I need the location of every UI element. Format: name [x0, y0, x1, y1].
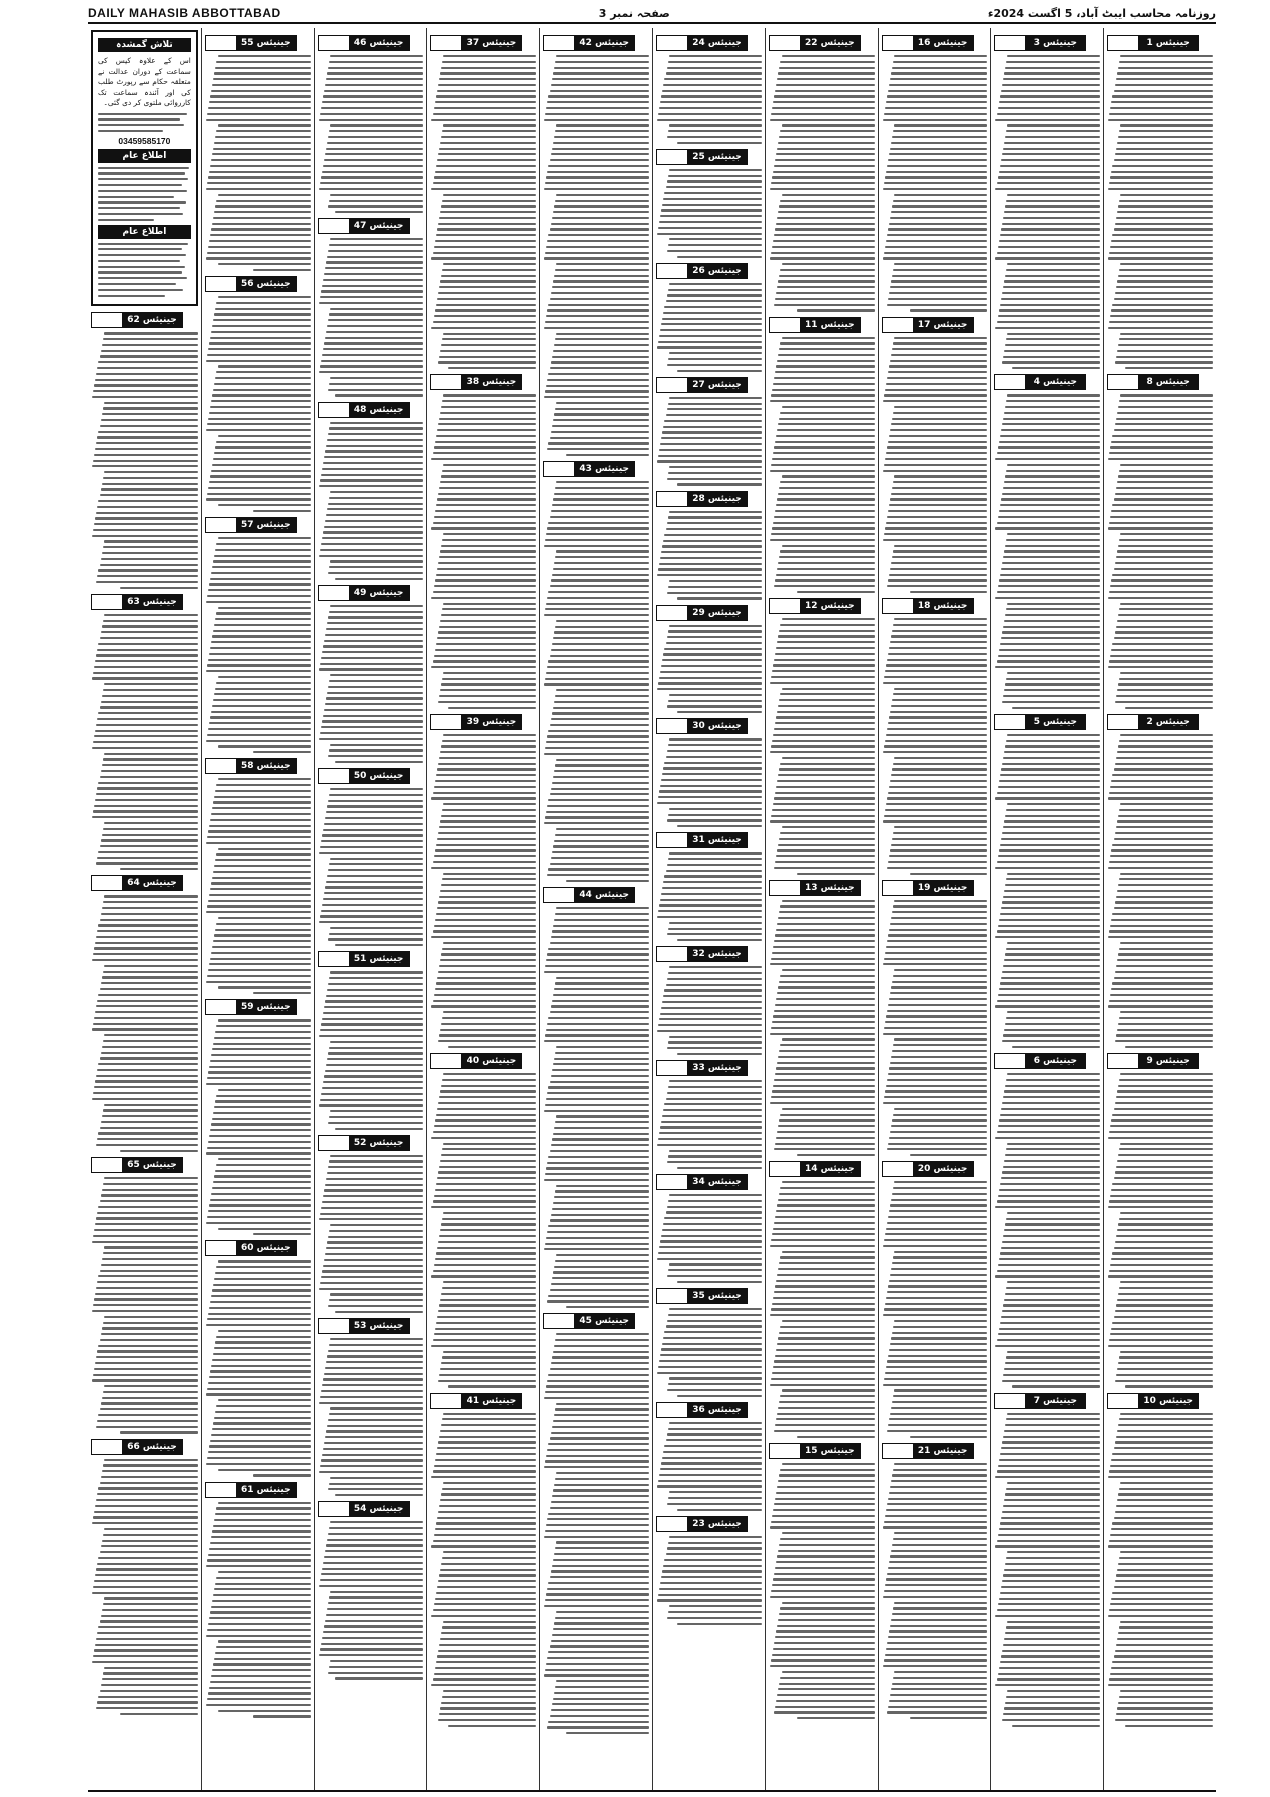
text-lines: [1107, 394, 1213, 708]
notice-label-tail: [995, 36, 1025, 50]
notice-label-tail: [1108, 36, 1138, 50]
announcement-title: اطلاع عام: [98, 149, 191, 163]
notice-label: [994, 714, 1086, 730]
notice-number: جینیئس 24: [687, 36, 747, 50]
column-6: [539, 28, 652, 1790]
notice-number: جینیئس 29: [687, 606, 747, 620]
newspaper-page: [88, 0, 1216, 1797]
notice-label-tail: [883, 1444, 913, 1458]
text-lines: [205, 1019, 311, 1235]
text-lines: [430, 55, 536, 369]
notice-label: [656, 149, 748, 165]
notice-label-tail: [1108, 1054, 1138, 1068]
notice-label-tail: [995, 1054, 1025, 1068]
notice-label: [769, 1443, 861, 1459]
column-3: [878, 28, 991, 1790]
notice-number: جینیئس 9: [1138, 1054, 1198, 1068]
notice-label-tail: [657, 833, 687, 847]
notice-number: جینیئس 50: [349, 769, 409, 783]
notice-label-tail: [657, 378, 687, 392]
notice-label-tail: [319, 952, 349, 966]
columns-grid: [88, 28, 1216, 1790]
text-lines: [882, 1181, 988, 1438]
notice-label: [1107, 1053, 1199, 1069]
notice-number: جینیئس 66: [122, 1440, 182, 1454]
notice-label-tail: [770, 1162, 800, 1176]
text-lines: [1107, 1413, 1213, 1727]
notice-label: [318, 768, 410, 784]
notice-label-tail: [544, 888, 574, 902]
text-lines: [656, 169, 762, 258]
notice-label-tail: [657, 1289, 687, 1303]
text-lines: [91, 1177, 198, 1434]
notice-label: [205, 999, 297, 1015]
notice-label: [656, 605, 748, 621]
notice-label-tail: [770, 1444, 800, 1458]
text-lines: [318, 1155, 424, 1313]
notice-number: جینیئس 51: [349, 952, 409, 966]
notice-label-tail: [883, 599, 913, 613]
text-lines: [91, 1459, 198, 1716]
column-7: [426, 28, 539, 1790]
text-lines: [430, 1413, 536, 1727]
text-lines: [882, 55, 988, 312]
notice-label: [656, 35, 748, 51]
notice-number: جینیئس 45: [574, 1314, 634, 1328]
notice-label: [543, 461, 635, 477]
column-1: [1103, 28, 1216, 1790]
text-lines: [656, 55, 762, 144]
notice-label-tail: [92, 1158, 122, 1172]
notice-label-tail: [206, 1000, 236, 1014]
notice-label: [205, 35, 297, 51]
notice-number: جینیئس 44: [574, 888, 634, 902]
notice-label-tail: [319, 1502, 349, 1516]
notice-label-tail: [883, 36, 913, 50]
text-lines: [91, 895, 198, 1152]
notice-label: [91, 875, 183, 891]
notice-label: [543, 1313, 635, 1329]
missing-notice-title: تلاش گمشدہ: [98, 38, 191, 52]
notice-label: [656, 718, 748, 734]
notice-label-tail: [995, 375, 1025, 389]
notice-number: جینیئس 64: [122, 876, 182, 890]
notice-label-tail: [319, 769, 349, 783]
notice-number: جینیئس 65: [122, 1158, 182, 1172]
notice-number: جینیئس 16: [913, 36, 973, 50]
masthead-title-english: DAILY MAHASIB ABBOTTABAD: [88, 6, 281, 20]
notice-number: جینیئس 22: [800, 36, 860, 50]
notice-label: [882, 1161, 974, 1177]
notice-label-tail: [995, 1394, 1025, 1408]
notice-label-tail: [883, 1162, 913, 1176]
notice-label: [318, 585, 410, 601]
notice-label: [994, 1393, 1086, 1409]
text-lines: [994, 55, 1100, 369]
notice-number: جینیئس 46: [349, 36, 409, 50]
notice-number: جینیئس 3: [1025, 36, 1085, 50]
notice-label-tail: [770, 36, 800, 50]
notice-label-tail: [206, 277, 236, 291]
column-4: [765, 28, 878, 1790]
text-lines: [430, 734, 536, 1048]
notice-label: [1107, 35, 1199, 51]
notice-label-tail: [657, 1061, 687, 1075]
notice-label-tail: [657, 719, 687, 733]
notice-label-tail: [92, 595, 122, 609]
text-lines: [318, 238, 424, 396]
notice-label-tail: [1108, 1394, 1138, 1408]
notice-label: [769, 1161, 861, 1177]
notice-label-tail: [92, 876, 122, 890]
notice-label-tail: [883, 318, 913, 332]
missing-notice-text: اس کے علاوہ کیس کی سماعت کے دوران عدالت نے متعلقہ حکام سے رپورٹ طلب کی اور آئندہ سماعت تک کارروائی ملتوی کر دی گئی۔: [98, 56, 191, 108]
notice-label-tail: [206, 759, 236, 773]
text-lines: [769, 337, 875, 594]
notice-label: [882, 880, 974, 896]
notice-label: [769, 35, 861, 51]
notice-label: [318, 35, 410, 51]
notice-label-tail: [657, 947, 687, 961]
column-10: [88, 28, 201, 1790]
notice-number: جینیئس 21: [913, 1444, 973, 1458]
text-lines: [656, 1536, 762, 1625]
notice-label-tail: [319, 36, 349, 50]
notice-label: [430, 1393, 522, 1409]
notice-label: [318, 218, 410, 234]
notice-number: جینیئس 26: [687, 264, 747, 278]
notice-label: [318, 1501, 410, 1517]
notice-label-tail: [92, 313, 122, 327]
notice-label-tail: [770, 599, 800, 613]
text-lines: [318, 788, 424, 946]
text-lines: [882, 618, 988, 875]
column-9: [201, 28, 314, 1790]
text-lines: [994, 734, 1100, 1048]
notice-number: جینیئس 23: [687, 1517, 747, 1531]
notice-label: [882, 35, 974, 51]
notice-number: جینیئس 55: [236, 36, 296, 50]
notice-label: [543, 35, 635, 51]
text-lines: [543, 1333, 649, 1734]
page-number: صفحہ نمبر 3: [598, 6, 670, 20]
text-lines: [656, 1422, 762, 1511]
notice-label-tail: [319, 1136, 349, 1150]
notice-label: [656, 377, 748, 393]
text-lines: [205, 778, 311, 994]
notice-label-tail: [206, 518, 236, 532]
notice-label: [430, 1053, 522, 1069]
notice-number: جینیئس 57: [236, 518, 296, 532]
text-lines: [656, 283, 762, 372]
notice-label: [205, 1482, 297, 1498]
notice-label-tail: [92, 1440, 122, 1454]
notice-label-tail: [1108, 375, 1138, 389]
notice-number: جینیئس 60: [236, 1241, 296, 1255]
notice-label: [656, 1174, 748, 1190]
notice-label: [318, 402, 410, 418]
text-lines: [543, 907, 649, 1308]
text-lines: [656, 1308, 762, 1397]
text-lines: [543, 55, 649, 456]
notice-label-tail: [657, 492, 687, 506]
text-lines: [91, 614, 198, 871]
notice-label: [430, 35, 522, 51]
notice-label: [994, 35, 1086, 51]
notice-label: [656, 832, 748, 848]
notice-label: [656, 263, 748, 279]
notice-label: [994, 374, 1086, 390]
notice-number: جینیئس 49: [349, 586, 409, 600]
text-lines: [656, 625, 762, 714]
notice-number: جینیئس 40: [461, 1054, 521, 1068]
notice-label-tail: [657, 606, 687, 620]
notice-number: جینیئس 62: [122, 313, 182, 327]
notice-label-tail: [770, 881, 800, 895]
notice-label: [656, 1060, 748, 1076]
notice-label: [205, 517, 297, 533]
text-lines: [656, 1194, 762, 1283]
notice-number: جینیئس 31: [687, 833, 747, 847]
notice-number: جینیئس 33: [687, 1061, 747, 1075]
notice-number: جینیئس 5: [1025, 715, 1085, 729]
notice-label: [91, 594, 183, 610]
notice-label-tail: [657, 36, 687, 50]
column-5: [652, 28, 765, 1790]
announcement-2-lines: [98, 243, 191, 297]
notice-number: جینیئس 59: [236, 1000, 296, 1014]
text-lines: [994, 1413, 1100, 1727]
notice-label: [1107, 714, 1199, 730]
notice-number: جینیئس 34: [687, 1175, 747, 1189]
announcement-lines: [98, 167, 191, 221]
notice-label-tail: [657, 1175, 687, 1189]
notice-label-tail: [431, 1394, 461, 1408]
text-lines: [656, 738, 762, 827]
text-lines: [318, 422, 424, 580]
text-lines: [656, 1080, 762, 1169]
notice-number: جینیئس 43: [574, 462, 634, 476]
text-lines: [1107, 55, 1213, 369]
notice-number: جینیئس 25: [687, 150, 747, 164]
text-lines: [430, 1073, 536, 1387]
notice-label: [994, 1053, 1086, 1069]
notice-label: [656, 1516, 748, 1532]
text-lines: [994, 1073, 1100, 1387]
text-lines: [656, 397, 762, 486]
text-lines: [318, 55, 424, 213]
notice-label: [1107, 374, 1199, 390]
text-lines: [994, 394, 1100, 708]
notice-label: [430, 714, 522, 730]
notice-number: جینیئس 39: [461, 715, 521, 729]
notice-label-tail: [431, 1054, 461, 1068]
notice-label-tail: [319, 403, 349, 417]
notice-label-tail: [319, 219, 349, 233]
notice-number: جینیئس 47: [349, 219, 409, 233]
notice-label-tail: [431, 375, 461, 389]
notice-label: [769, 317, 861, 333]
notice-number: جینیئس 13: [800, 881, 860, 895]
text-lines: [318, 1338, 424, 1496]
notice-number: جینیئس 41: [461, 1394, 521, 1408]
text-lines: [656, 966, 762, 1055]
text-lines: [318, 605, 424, 763]
notice-label-tail: [770, 318, 800, 332]
notice-number: جینیئس 52: [349, 1136, 409, 1150]
text-lines: [656, 511, 762, 600]
masthead: [88, 4, 1216, 24]
text-lines: [769, 1463, 875, 1720]
notice-label-tail: [544, 1314, 574, 1328]
missing-notice-box: [91, 30, 198, 306]
text-lines: [769, 55, 875, 312]
notice-label: [205, 758, 297, 774]
text-lines: [882, 1463, 988, 1720]
text-lines: [205, 55, 311, 271]
bottom-rule: [88, 1790, 1216, 1792]
notice-label-tail: [544, 462, 574, 476]
notice-number: جینیئس 27: [687, 378, 747, 392]
notice-label: [543, 887, 635, 903]
notice-label-tail: [431, 715, 461, 729]
notice-label: [430, 374, 522, 390]
notice-label: [656, 946, 748, 962]
text-lines: [882, 337, 988, 594]
notice-number: جینیئس 18: [913, 599, 973, 613]
notice-label: [656, 1402, 748, 1418]
notice-number: جینیئس 10: [1138, 1394, 1198, 1408]
notice-label-tail: [1108, 715, 1138, 729]
notice-label: [318, 1318, 410, 1334]
notice-number: جینیئس 53: [349, 1319, 409, 1333]
notice-label-tail: [657, 1403, 687, 1417]
notice-number: جینیئس 19: [913, 881, 973, 895]
notice-number: جینیئس 7: [1025, 1394, 1085, 1408]
missing-notice-lines: [98, 113, 191, 133]
notice-number: جینیئس 35: [687, 1289, 747, 1303]
text-lines: [205, 1260, 311, 1476]
text-lines: [1107, 1073, 1213, 1387]
notice-number: جینیئس 32: [687, 947, 747, 961]
notice-label-tail: [206, 1483, 236, 1497]
notice-number: جینیئس 48: [349, 403, 409, 417]
notice-number: جینیئس 17: [913, 318, 973, 332]
notice-number: جینیئس 2: [1138, 715, 1198, 729]
notice-number: جینیئس 58: [236, 759, 296, 773]
column-2: [990, 28, 1103, 1790]
notice-number: جینیئس 12: [800, 599, 860, 613]
text-lines: [430, 394, 536, 708]
notice-number: جینیئس 28: [687, 492, 747, 506]
notice-label: [318, 1135, 410, 1151]
text-lines: [318, 1521, 424, 1679]
notice-number: جینیئس 38: [461, 375, 521, 389]
notice-number: جینیئس 54: [349, 1502, 409, 1516]
notice-label: [205, 1240, 297, 1256]
notice-label-tail: [206, 1241, 236, 1255]
notice-label: [769, 880, 861, 896]
text-lines: [91, 332, 198, 589]
notice-label-tail: [657, 150, 687, 164]
text-lines: [205, 296, 311, 512]
notice-label: [882, 1443, 974, 1459]
phone-number: 03459585170: [118, 135, 171, 146]
notice-label-tail: [544, 36, 574, 50]
notice-label: [91, 1157, 183, 1173]
notice-label-tail: [657, 264, 687, 278]
notice-number: جینیئس 30: [687, 719, 747, 733]
notice-label: [318, 951, 410, 967]
notice-label-tail: [883, 881, 913, 895]
text-lines: [882, 900, 988, 1157]
text-lines: [769, 1181, 875, 1438]
masthead-date: روزنامہ محاسب ایبٹ آباد، 5 اگست 2024ء: [987, 6, 1216, 20]
text-lines: [769, 900, 875, 1157]
notice-label: [1107, 1393, 1199, 1409]
notice-label: [882, 598, 974, 614]
notice-number: جینیئس 4: [1025, 375, 1085, 389]
notice-label: [656, 491, 748, 507]
notice-number: جینیئس 42: [574, 36, 634, 50]
notice-number: جینیئس 8: [1138, 375, 1198, 389]
notice-number: جینیئس 63: [122, 595, 182, 609]
notice-label-tail: [319, 1319, 349, 1333]
notice-number: جینیئس 1: [1138, 36, 1198, 50]
notice-number: جینیئس 15: [800, 1444, 860, 1458]
notice-label-tail: [206, 36, 236, 50]
notice-label-tail: [657, 1517, 687, 1531]
text-lines: [318, 971, 424, 1129]
notice-number: جینیئس 14: [800, 1162, 860, 1176]
notice-label: [769, 598, 861, 614]
text-lines: [656, 852, 762, 941]
notice-number: جینیئس 11: [800, 318, 860, 332]
text-lines: [205, 537, 311, 753]
notice-number: جینیئس 56: [236, 277, 296, 291]
notice-label: [882, 317, 974, 333]
notice-label-tail: [995, 715, 1025, 729]
notice-label: [205, 276, 297, 292]
notice-label: [656, 1288, 748, 1304]
column-8: [314, 28, 427, 1790]
notice-number: جینیئس 61: [236, 1483, 296, 1497]
text-lines: [769, 618, 875, 875]
text-lines: [205, 1502, 311, 1718]
text-lines: [1107, 734, 1213, 1048]
notice-label-tail: [319, 586, 349, 600]
announcement-title-2: اطلاع عام: [98, 225, 191, 239]
notice-label-tail: [431, 36, 461, 50]
notice-number: جینیئس 37: [461, 36, 521, 50]
notice-number: جینیئس 36: [687, 1403, 747, 1417]
notice-label: [91, 312, 183, 328]
notice-label: [91, 1439, 183, 1455]
notice-number: جینیئس 6: [1025, 1054, 1085, 1068]
notice-number: جینیئس 20: [913, 1162, 973, 1176]
text-lines: [543, 481, 649, 882]
